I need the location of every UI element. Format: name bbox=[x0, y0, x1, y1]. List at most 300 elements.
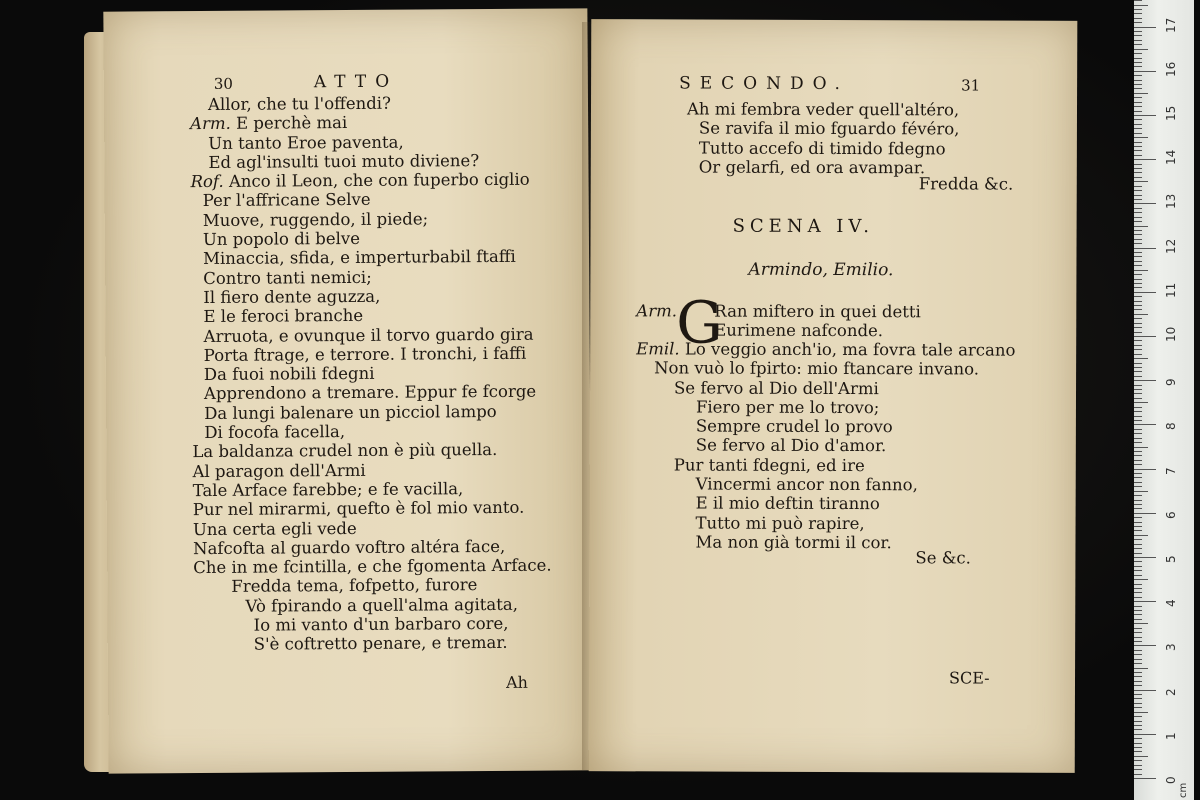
ruler-tick bbox=[1134, 557, 1156, 558]
ruler-tick bbox=[1134, 243, 1142, 244]
ruler-tick bbox=[1134, 712, 1148, 713]
text-line bbox=[687, 119, 960, 139]
ruler-number: 0 bbox=[1164, 776, 1178, 784]
ruler-tick bbox=[1134, 159, 1156, 160]
ruler-tick bbox=[1134, 62, 1142, 63]
text-line bbox=[193, 594, 551, 616]
ruler-tick bbox=[1134, 44, 1142, 45]
ruler-tick bbox=[1134, 230, 1142, 231]
ruler-tick bbox=[1134, 226, 1148, 227]
ruler-tick bbox=[1134, 327, 1142, 328]
text-line bbox=[636, 359, 1015, 380]
verse-text: Di focofa facella, bbox=[204, 422, 346, 443]
ruler-tick bbox=[1134, 504, 1142, 505]
ruler-tick bbox=[1134, 597, 1142, 598]
verse-text: Ma non già tormi il cor. bbox=[695, 532, 892, 553]
verse-text: E il mio deftin tiranno bbox=[695, 493, 880, 514]
ruler-tick bbox=[1134, 645, 1156, 646]
ruler-tick bbox=[1134, 217, 1142, 218]
ruler-tick bbox=[1134, 314, 1148, 315]
ruler-tick bbox=[1134, 438, 1142, 439]
ruler-number: 3 bbox=[1164, 643, 1178, 652]
ruler-tick bbox=[1134, 659, 1142, 660]
ruler-tick bbox=[1134, 102, 1142, 103]
text-line bbox=[190, 131, 548, 153]
ruler-tick bbox=[1134, 606, 1142, 607]
text-line bbox=[190, 93, 548, 115]
ruler-number: 15 bbox=[1164, 105, 1178, 121]
verse-text: Pur tanti fdegni, ed ire bbox=[673, 455, 865, 475]
ruler-tick bbox=[1134, 707, 1142, 708]
verse-text: Al paragon dell'Armi bbox=[192, 460, 366, 481]
ruler-tick bbox=[1134, 751, 1142, 752]
ruler-tick bbox=[1134, 18, 1142, 19]
text-line bbox=[636, 339, 1015, 360]
ruler-tick bbox=[1134, 464, 1142, 465]
verse-text: Se fervo al Dio dell'Armi bbox=[673, 378, 879, 398]
ruler-tick bbox=[1134, 416, 1142, 417]
ruler-tick bbox=[1134, 402, 1148, 403]
ruler-number: 1 bbox=[1164, 732, 1178, 740]
verse-text: Un popolo di belve bbox=[202, 228, 361, 250]
verse-text: Minaccia, sfida, e imperturbabil ftaffi bbox=[203, 247, 516, 269]
ruler-tick bbox=[1134, 195, 1142, 196]
text-line bbox=[193, 517, 551, 539]
ruler-tick bbox=[1134, 513, 1156, 514]
right-running-header: SECONDO. bbox=[679, 73, 849, 95]
left-page-number: 30 bbox=[213, 74, 234, 93]
ruler-tick bbox=[1134, 685, 1142, 686]
ruler-tick bbox=[1134, 482, 1142, 483]
ruler-number: 11 bbox=[1164, 282, 1178, 298]
verse-text: Io mi vanto d'un barbaro core, bbox=[253, 613, 509, 635]
ruler-number: 2 bbox=[1164, 687, 1178, 696]
ruler-tick bbox=[1134, 477, 1142, 478]
ruler-tick bbox=[1134, 729, 1142, 730]
text-line bbox=[192, 382, 550, 404]
ruler-tick bbox=[1134, 261, 1142, 262]
verse-text: Lo veggio anch'io, ma fovra tale arcano bbox=[684, 339, 1016, 360]
verse-text: Ed agl'insulti tuoi muto diviene? bbox=[208, 150, 480, 172]
verse-text: Tutto mi può rapire, bbox=[695, 513, 865, 533]
text-line bbox=[194, 633, 552, 655]
verse-text: E perchè mai bbox=[236, 113, 348, 134]
ruler-tick bbox=[1134, 354, 1142, 355]
right-catchword: SCE- bbox=[948, 668, 990, 688]
ruler-tick bbox=[1134, 588, 1142, 589]
ruler-tick bbox=[1134, 429, 1142, 430]
fredda-cue: Fredda &c. bbox=[918, 174, 1014, 194]
ruler-tick bbox=[1134, 221, 1142, 222]
ruler-tick bbox=[1134, 35, 1142, 36]
ruler-tick bbox=[1134, 579, 1148, 580]
ruler-tick bbox=[1134, 142, 1142, 143]
scene-title: SCENA IV. bbox=[732, 215, 875, 238]
ruler-tick bbox=[1134, 363, 1142, 364]
left-page bbox=[103, 8, 592, 773]
ruler-tick bbox=[1134, 376, 1142, 377]
ruler-tick bbox=[1134, 256, 1142, 257]
verse-text: S'è coftretto penare, e tremar. bbox=[253, 633, 508, 654]
ruler-tick bbox=[1134, 447, 1148, 448]
ruler-tick bbox=[1134, 274, 1142, 275]
text-line bbox=[191, 228, 549, 250]
ruler-tick bbox=[1134, 460, 1142, 461]
ruler-tick bbox=[1134, 128, 1142, 129]
ruler-tick bbox=[1134, 637, 1142, 638]
ruler-tick bbox=[1134, 769, 1142, 770]
verse-text: Anco il Leon, che con fuperbo ciglio bbox=[228, 169, 530, 192]
ruler-tick bbox=[1134, 676, 1142, 677]
ruler-tick bbox=[1134, 203, 1156, 204]
ruler-tick bbox=[1134, 389, 1142, 390]
text-line bbox=[191, 247, 549, 269]
ruler-tick bbox=[1134, 13, 1142, 14]
ruler-tick bbox=[1134, 614, 1142, 615]
verse-text: La baldanza crudel non è più quella. bbox=[192, 440, 498, 462]
ruler-tick bbox=[1134, 592, 1142, 593]
ruler-tick bbox=[1134, 663, 1142, 664]
ruler-tick bbox=[1134, 181, 1148, 182]
ruler-tick bbox=[1134, 398, 1142, 399]
ruler-tick bbox=[1134, 283, 1142, 284]
ruler-tick bbox=[1134, 561, 1142, 562]
ruler-tick bbox=[1134, 239, 1142, 240]
ruler-tick bbox=[1134, 270, 1148, 271]
text-line bbox=[192, 401, 550, 423]
verse-text: Per l'affricane Selve bbox=[202, 190, 371, 211]
ruler-tick bbox=[1134, 40, 1142, 41]
text-line bbox=[636, 494, 1015, 515]
ruler-tick bbox=[1134, 49, 1148, 50]
drop-line-2: Eurimene nafconde. bbox=[714, 320, 884, 341]
ruler-tick bbox=[1134, 234, 1142, 235]
ruler-tick bbox=[1134, 601, 1156, 602]
text-line bbox=[192, 324, 550, 346]
ruler-tick bbox=[1134, 84, 1142, 85]
ruler-tick bbox=[1134, 570, 1142, 571]
ruler-tick bbox=[1134, 124, 1142, 125]
verse-text: E le feroci branche bbox=[203, 306, 364, 327]
ruler-tick bbox=[1134, 66, 1142, 67]
verse-text: Ah mi fembra veder quell'altéro, bbox=[686, 99, 960, 120]
right-top-verse bbox=[687, 99, 960, 177]
verse-text: Fredda tema, fofpetto, furore bbox=[231, 575, 478, 597]
ruler-tick bbox=[1134, 455, 1142, 456]
ruler-unit: cm bbox=[1178, 782, 1189, 798]
ruler-tick bbox=[1134, 88, 1142, 89]
verse-text: Non vuò lo fpirto: mio ftancare invano. bbox=[654, 358, 980, 379]
ruler-tick bbox=[1134, 287, 1142, 288]
text-line bbox=[190, 150, 548, 172]
ruler-number: 7 bbox=[1164, 466, 1178, 475]
verse-text: Allor, che tu l'offendi? bbox=[207, 93, 391, 114]
ruler-tick bbox=[1134, 5, 1148, 6]
ruler-number: 16 bbox=[1164, 61, 1178, 77]
text-line bbox=[192, 440, 550, 462]
ruler-tick bbox=[1134, 495, 1142, 496]
ruler-tick bbox=[1134, 641, 1142, 642]
ruler-tick bbox=[1134, 566, 1142, 567]
ruler-tick bbox=[1134, 500, 1142, 501]
ruler-number: 8 bbox=[1164, 422, 1178, 431]
text-line bbox=[636, 455, 1015, 476]
se-cue: Se &c. bbox=[915, 548, 971, 568]
verse-text: Se ravifa il mio fguardo févéro, bbox=[698, 118, 960, 139]
ruler-tick bbox=[1134, 119, 1142, 120]
ruler-number: 5 bbox=[1164, 555, 1178, 563]
ruler-tick bbox=[1134, 31, 1142, 32]
ruler-tick bbox=[1134, 208, 1142, 209]
ruler-tick bbox=[1134, 681, 1142, 682]
text-line bbox=[192, 343, 550, 365]
ruler-tick bbox=[1134, 575, 1142, 576]
ruler-tick bbox=[1134, 177, 1142, 178]
ruler-tick bbox=[1134, 668, 1148, 669]
verse-text: Da fuoi nobili fdegni bbox=[203, 363, 375, 385]
verse-text: Vincermi ancor non fanno, bbox=[695, 474, 918, 495]
drop-speaker: Arm. bbox=[636, 301, 678, 321]
verse-text: Or gelarfi, ed ora avampar. bbox=[698, 157, 926, 178]
ruler-tick bbox=[1134, 698, 1142, 699]
ruler-tick bbox=[1134, 411, 1142, 412]
ruler-tick bbox=[1134, 22, 1142, 23]
verse-text: Sempre crudel lo provo bbox=[695, 416, 893, 437]
ruler-tick bbox=[1134, 340, 1142, 341]
ruler-tick bbox=[1134, 424, 1156, 425]
ruler-tick bbox=[1134, 301, 1142, 302]
verse-text: Contro tanti nemici; bbox=[203, 267, 372, 288]
ruler-number: 9 bbox=[1164, 378, 1178, 387]
ruler-tick bbox=[1134, 420, 1142, 421]
ruler-tick bbox=[1134, 553, 1142, 554]
ruler-tick bbox=[1134, 544, 1142, 545]
ruler-number: 17 bbox=[1164, 17, 1178, 33]
text-line bbox=[191, 208, 549, 230]
text-line bbox=[193, 479, 551, 501]
ruler-tick bbox=[1134, 694, 1142, 695]
verse-text: Tutto accefo di timido fdegno bbox=[698, 138, 946, 158]
ruler-tick bbox=[1134, 690, 1156, 691]
ruler-tick bbox=[1134, 190, 1142, 191]
ruler-tick bbox=[1134, 296, 1142, 297]
ruler-tick bbox=[1134, 305, 1142, 306]
ruler-tick bbox=[1134, 75, 1142, 76]
speaker-label: Rof. bbox=[190, 172, 229, 192]
ruler-tick bbox=[1134, 53, 1142, 54]
text-line bbox=[636, 474, 1015, 495]
ruler-tick bbox=[1134, 725, 1142, 726]
speaker-label: Arm. bbox=[190, 114, 237, 134]
ruler-number: 12 bbox=[1164, 238, 1178, 254]
ruler-tick bbox=[1134, 71, 1156, 72]
ruler-tick bbox=[1134, 336, 1156, 337]
verse-text: Muove, ruggendo, il piede; bbox=[202, 209, 429, 230]
ruler-tick bbox=[1134, 716, 1142, 717]
ruler-tick bbox=[1134, 778, 1156, 779]
text-line bbox=[192, 459, 550, 481]
ruler-tick bbox=[1134, 539, 1142, 540]
text-line bbox=[191, 189, 549, 211]
ruler-tick bbox=[1134, 548, 1142, 549]
ruler-tick bbox=[1134, 186, 1142, 187]
ruler-number: 10 bbox=[1164, 326, 1178, 342]
right-page-number: 31 bbox=[961, 76, 981, 95]
drop-cap-letter: G bbox=[676, 288, 723, 357]
ruler-tick bbox=[1134, 619, 1142, 620]
ruler-tick bbox=[1134, 765, 1142, 766]
text-line bbox=[193, 556, 551, 578]
ruler-tick bbox=[1134, 137, 1148, 138]
ruler-tick bbox=[1134, 774, 1142, 775]
text-line bbox=[190, 112, 548, 134]
ruler-tick bbox=[1134, 385, 1142, 386]
ruler-tick bbox=[1134, 172, 1142, 173]
ruler-tick bbox=[1134, 747, 1142, 748]
verse-text: Vò fpirando a quell'alma agitata, bbox=[245, 594, 519, 616]
ruler-tick bbox=[1134, 371, 1142, 372]
text-line bbox=[191, 266, 549, 288]
text-line bbox=[191, 286, 549, 308]
text-line bbox=[193, 498, 551, 520]
verse-text: Tale Arface farebbe; e fe vacilla, bbox=[192, 479, 464, 501]
ruler-number: 6 bbox=[1164, 511, 1178, 519]
ruler-tick bbox=[1134, 756, 1148, 757]
ruler-tick bbox=[1134, 743, 1142, 744]
ruler-tick bbox=[1134, 522, 1142, 523]
ruler-tick bbox=[1134, 508, 1142, 509]
ruler-tick bbox=[1134, 323, 1142, 324]
ruler-tick bbox=[1134, 106, 1142, 107]
ruler-tick bbox=[1134, 650, 1142, 651]
ruler-tick bbox=[1134, 623, 1148, 624]
left-catchword: Ah bbox=[505, 672, 528, 692]
ruler-tick bbox=[1134, 150, 1142, 151]
text-line bbox=[636, 416, 1015, 437]
ruler-tick bbox=[1134, 760, 1142, 761]
speaker-label: Emil. bbox=[636, 339, 685, 359]
text-line bbox=[194, 614, 552, 636]
ruler-tick bbox=[1134, 451, 1142, 452]
ruler-tick bbox=[1134, 199, 1142, 200]
ruler-tick bbox=[1134, 433, 1142, 434]
ruler-number: 14 bbox=[1164, 149, 1178, 166]
ruler-tick bbox=[1134, 491, 1148, 492]
ruler-tick bbox=[1134, 111, 1142, 112]
ruler-tick bbox=[1134, 309, 1142, 310]
measuring-ruler bbox=[1134, 0, 1194, 800]
ruler-number: 4 bbox=[1164, 599, 1178, 608]
ruler-tick bbox=[1134, 632, 1142, 633]
ruler-tick bbox=[1134, 721, 1142, 722]
text-line bbox=[636, 513, 1015, 534]
verse-text: Se fervo al Dio d'amor. bbox=[695, 436, 887, 456]
text-line bbox=[687, 99, 960, 119]
ruler-tick bbox=[1134, 0, 1142, 1]
text-line bbox=[636, 378, 1015, 399]
right-page bbox=[589, 19, 1078, 773]
ruler-tick bbox=[1134, 473, 1142, 474]
ruler-tick bbox=[1134, 168, 1142, 169]
ruler-tick bbox=[1134, 380, 1156, 381]
ruler-tick bbox=[1134, 345, 1142, 346]
ruler-tick bbox=[1134, 9, 1142, 10]
ruler-tick bbox=[1134, 535, 1148, 536]
ruler-tick bbox=[1134, 738, 1142, 739]
open-book bbox=[84, 8, 1086, 780]
ruler-tick bbox=[1134, 248, 1156, 249]
ruler-tick bbox=[1134, 265, 1142, 266]
ruler-tick bbox=[1134, 332, 1142, 333]
ruler-tick bbox=[1134, 393, 1142, 394]
ruler-tick bbox=[1134, 318, 1142, 319]
ruler-tick bbox=[1134, 610, 1142, 611]
ruler-tick bbox=[1134, 530, 1142, 531]
verse-text: Il fiero dente aguzza, bbox=[203, 286, 381, 307]
drop-line-1: Ran miftero in quei detti bbox=[714, 301, 921, 322]
ruler-tick bbox=[1134, 367, 1142, 368]
ruler-tick bbox=[1134, 526, 1142, 527]
text-line bbox=[687, 138, 960, 158]
ruler-tick bbox=[1134, 279, 1142, 280]
ruler-tick bbox=[1134, 442, 1142, 443]
ruler-tick bbox=[1134, 252, 1142, 253]
text-line bbox=[192, 363, 550, 385]
ruler-tick bbox=[1134, 469, 1156, 470]
ruler-tick bbox=[1134, 486, 1142, 487]
left-running-header: ATTO bbox=[313, 71, 399, 93]
ruler-tick bbox=[1134, 628, 1142, 629]
verse-text: Un tanto Eroe paventa, bbox=[208, 132, 404, 153]
ruler-tick bbox=[1134, 358, 1148, 359]
text-line bbox=[636, 397, 1015, 418]
verse-text: Apprendono a tremare. Eppur fe fcorge bbox=[203, 382, 537, 404]
text-line bbox=[193, 536, 551, 558]
ruler-tick bbox=[1134, 133, 1142, 134]
ruler-tick bbox=[1134, 212, 1142, 213]
ruler-tick bbox=[1134, 97, 1142, 98]
text-line bbox=[636, 436, 1015, 457]
ruler-tick bbox=[1134, 164, 1142, 165]
verse-text: Una certa egli vede bbox=[192, 518, 357, 539]
ruler-tick bbox=[1134, 292, 1156, 293]
ruler-tick bbox=[1134, 734, 1156, 735]
ruler-tick bbox=[1134, 407, 1142, 408]
ruler-number: 13 bbox=[1164, 194, 1178, 210]
ruler-tick bbox=[1134, 58, 1142, 59]
ruler-tick bbox=[1134, 654, 1142, 655]
verse-text: Pur nel mirarmi, quefto è fol mio vanto. bbox=[192, 498, 525, 520]
text-line bbox=[192, 421, 550, 443]
ruler-tick bbox=[1134, 349, 1142, 350]
ruler-tick bbox=[1134, 27, 1156, 28]
verse-text: Fiero per me lo trovo; bbox=[695, 397, 880, 418]
ruler-tick bbox=[1134, 703, 1142, 704]
right-page-text bbox=[635, 339, 1015, 553]
text-line bbox=[191, 305, 549, 327]
verse-text: Arruota, e ovunque il torvo guardo gira bbox=[203, 324, 534, 346]
ruler-tick bbox=[1134, 80, 1142, 81]
ruler-tick bbox=[1134, 672, 1142, 673]
ruler-tick bbox=[1134, 93, 1148, 94]
verse-text: Porta ftrage, e terrore. I tronchi, i faffi bbox=[203, 343, 527, 365]
text-line bbox=[190, 170, 548, 192]
verse-text: Da lungi balenare un picciol lampo bbox=[204, 401, 497, 423]
ruler-tick bbox=[1134, 517, 1142, 518]
ruler-tick bbox=[1134, 584, 1142, 585]
ruler-tick bbox=[1134, 155, 1142, 156]
verse-text: Nafcofta al guardo voftro altéra face, bbox=[193, 536, 506, 558]
